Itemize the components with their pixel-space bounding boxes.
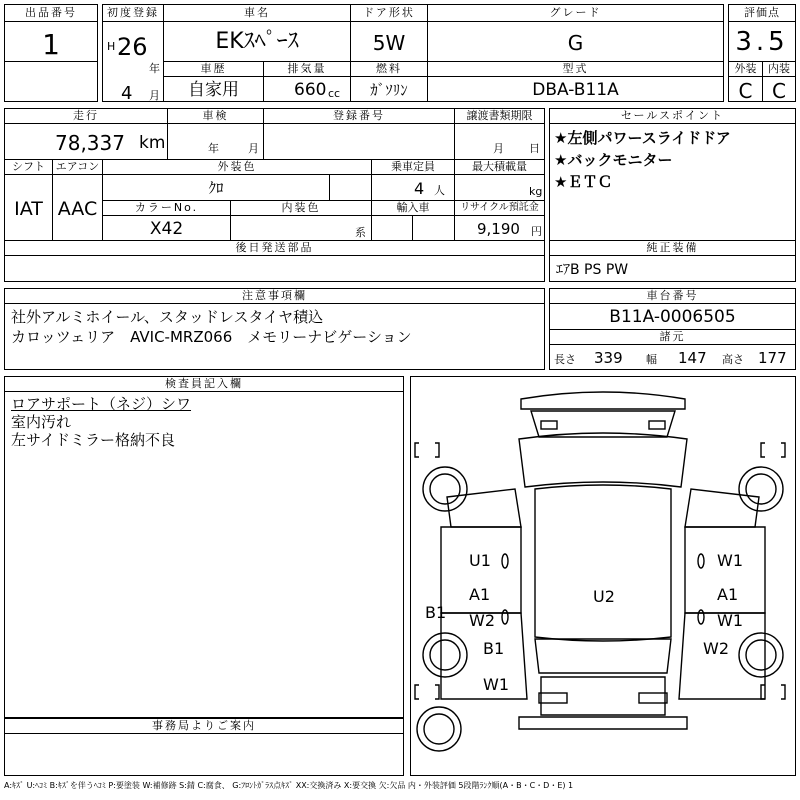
grade-box: [427, 4, 724, 62]
capacity-unit: 人: [434, 184, 445, 197]
mark-u1: U1: [469, 551, 491, 570]
inspector-box: [4, 376, 404, 718]
chassis-number: B11A-0006505: [609, 307, 736, 327]
width: 147: [678, 349, 707, 367]
chassis-label: 車台番号: [549, 288, 796, 304]
recycle-fee: 9,190: [477, 220, 520, 238]
mark-w1-left: W1: [483, 675, 509, 694]
height: 177: [758, 349, 787, 367]
height-label: 高さ: [722, 353, 744, 366]
history-box: [163, 61, 264, 102]
car-name-label: 車名: [163, 4, 351, 22]
door-type: 5W: [372, 31, 406, 55]
inspector-line-1: ロアサポート（ネジ）シワ: [11, 395, 192, 413]
damage-legend: A:ｷｽﾞ U:ﾍｺﾐ B:ｷｽﾞを伴うﾍｺﾐ P:要塗装 W:補修跡 S:錆 C:腐食、 G:ﾌﾛﾝﾄｶﾞﾗｽ点ｷｽﾞ XX:交換済み X:要交換 欠:欠品 内・外装評価 5段階ﾗﾝｸ順(A・B・C・D・E) 1: [4, 781, 574, 790]
length: 339: [594, 349, 623, 367]
shift-label: シフト: [4, 159, 53, 175]
fuel-box: [350, 61, 428, 102]
car-name: EKｽﾍﾟｰｽ: [215, 29, 299, 54]
inspection-label: 車検: [167, 108, 264, 124]
mileage-label: 走行: [4, 108, 168, 124]
grade-label: グレード: [427, 4, 724, 22]
recycle-box: [454, 200, 545, 241]
capacity-label: 乗車定員: [371, 159, 455, 175]
mark-b1-body: B1: [483, 639, 505, 658]
lot-number: 1: [42, 28, 60, 61]
office-label: 事務局よりご案内: [4, 718, 404, 734]
import-box: [371, 200, 455, 241]
ac-label: エアコン: [52, 159, 103, 175]
sales-point-1: ★左側パワースライドドア: [554, 129, 731, 147]
sales-point-2: ★バックモニター: [554, 151, 673, 169]
notes-label: 注意事項欄: [4, 288, 545, 304]
color-no-label: カラーNo.: [102, 200, 231, 216]
int-color-box: [230, 200, 372, 241]
score-box: [728, 4, 796, 62]
displacement-unit: cc: [328, 87, 341, 100]
inspection-year-unit: 年: [208, 142, 219, 155]
import-divider: [412, 216, 413, 241]
ac: AAC: [57, 198, 98, 220]
lot-label: 出品番号: [4, 4, 98, 22]
year-unit: 年: [149, 62, 160, 75]
later-parts-box: [4, 240, 545, 282]
mark-w1-right-top: W1: [717, 551, 743, 570]
era: H: [107, 40, 116, 53]
history: 自家用: [188, 80, 239, 100]
reg-month: 4: [121, 83, 133, 104]
later-parts-label: 後日発送部品: [4, 240, 545, 256]
first-registration-label: 初度登録: [102, 4, 164, 22]
transfer-deadline-box: [454, 108, 545, 160]
max-load-unit: kg: [529, 185, 543, 198]
interior-grade-box: [762, 61, 796, 102]
mark-u2: U2: [593, 587, 615, 606]
lot-box: [4, 4, 98, 102]
equipment-box: [549, 240, 796, 282]
capacity-box: [371, 159, 455, 201]
door-label: ドア形状: [350, 4, 428, 22]
fuel-label: 燃料: [350, 61, 428, 77]
plate-label: 登録番号: [263, 108, 455, 124]
shift: IAT: [14, 198, 43, 220]
history-label: 車歴: [163, 61, 264, 77]
interior-label: 内装: [762, 61, 796, 77]
displacement-box: [263, 61, 351, 102]
office-box: [4, 718, 404, 776]
mark-w1-right: W1: [717, 611, 743, 630]
displacement: 660: [294, 80, 327, 100]
color-no-box: [102, 200, 231, 241]
sales-point-label: セールスポイント: [549, 108, 796, 124]
score-label: 評価点: [728, 4, 796, 22]
displacement-label: 排気量: [263, 61, 351, 77]
sales-point-3: ★ＥＴＣ: [554, 173, 613, 191]
mileage-box: [4, 108, 168, 160]
dimensions-label: 諸元: [549, 329, 796, 345]
int-color-unit: 系: [355, 226, 366, 239]
inspection-month-unit: 月: [248, 142, 259, 155]
exterior-label: 外装: [728, 61, 763, 77]
first-registration-box: [102, 4, 164, 102]
model-code: DBA-B11A: [532, 80, 619, 100]
door-box: [350, 4, 428, 62]
notes-box: [4, 288, 545, 370]
transfer-label: 譲渡書類期限: [454, 108, 545, 124]
ext-color-divider: [329, 175, 330, 201]
recycle-unit: 円: [531, 225, 542, 238]
car-name-box: [163, 4, 351, 62]
transfer-month-unit: 月: [493, 142, 504, 155]
equipment-label: 純正装備: [549, 240, 796, 256]
chassis-box: [549, 288, 796, 330]
inspector-label: 検査員記入欄: [4, 376, 404, 392]
score: 3.5: [735, 27, 789, 57]
ext-color-label: 外装色: [102, 159, 372, 175]
mark-a1-right: A1: [717, 585, 739, 604]
plate-box: [263, 108, 455, 160]
car-outline-diagram: [411, 377, 795, 775]
reg-year: 26: [117, 33, 148, 61]
grade: G: [567, 31, 584, 55]
max-load-label: 最大積載量: [454, 159, 545, 175]
fuel: ｶﾞｿﾘﾝ: [370, 81, 408, 99]
ext-color-box: [102, 159, 372, 201]
exterior-grade: C: [738, 79, 753, 103]
month-unit: 月: [149, 89, 160, 102]
import-label: 輸入車: [371, 200, 455, 216]
interior-grade: C: [772, 79, 786, 103]
sales-point-box: [549, 108, 796, 241]
damage-diagram-box: [410, 376, 796, 776]
shift-box: [4, 159, 53, 241]
width-label: 幅: [646, 353, 657, 366]
inspection-box: [167, 108, 264, 160]
mark-w2-left: W2: [469, 611, 495, 630]
notes-line-2: カロッツェリア AVIC-MRZ066 メモリーナビゲーション: [11, 328, 412, 346]
length-label: 長さ: [554, 353, 576, 366]
model-label: 型式: [427, 61, 724, 77]
int-color-label: 内装色: [230, 200, 372, 216]
transfer-day-unit: 日: [529, 142, 540, 155]
max-load-box: [454, 159, 545, 201]
mileage: 78,337: [55, 131, 125, 155]
mileage-unit: km: [139, 133, 166, 153]
lot-divider: [4, 61, 98, 62]
exterior-grade-box: [728, 61, 763, 102]
model-box: [427, 61, 724, 102]
notes-line-1: 社外アルミホイール、スタッドレスタイヤ積込: [11, 308, 324, 326]
color-no: X42: [149, 219, 184, 239]
mark-a1-left: A1: [469, 585, 491, 604]
mark-b1-left: B1: [425, 603, 447, 622]
recycle-label: リサイクル預託金: [454, 200, 545, 216]
equipment: ｴｱB PS PW: [556, 262, 629, 278]
ac-box: [52, 159, 103, 241]
capacity: 4: [414, 179, 425, 198]
ext-color: ｸﾛ: [208, 179, 224, 197]
inspector-line-3: 左サイドミラー格納不良: [11, 431, 175, 449]
dimensions-box: [549, 329, 796, 370]
mark-w2-right: W2: [703, 639, 729, 658]
inspector-line-2: 室内汚れ: [11, 413, 72, 431]
